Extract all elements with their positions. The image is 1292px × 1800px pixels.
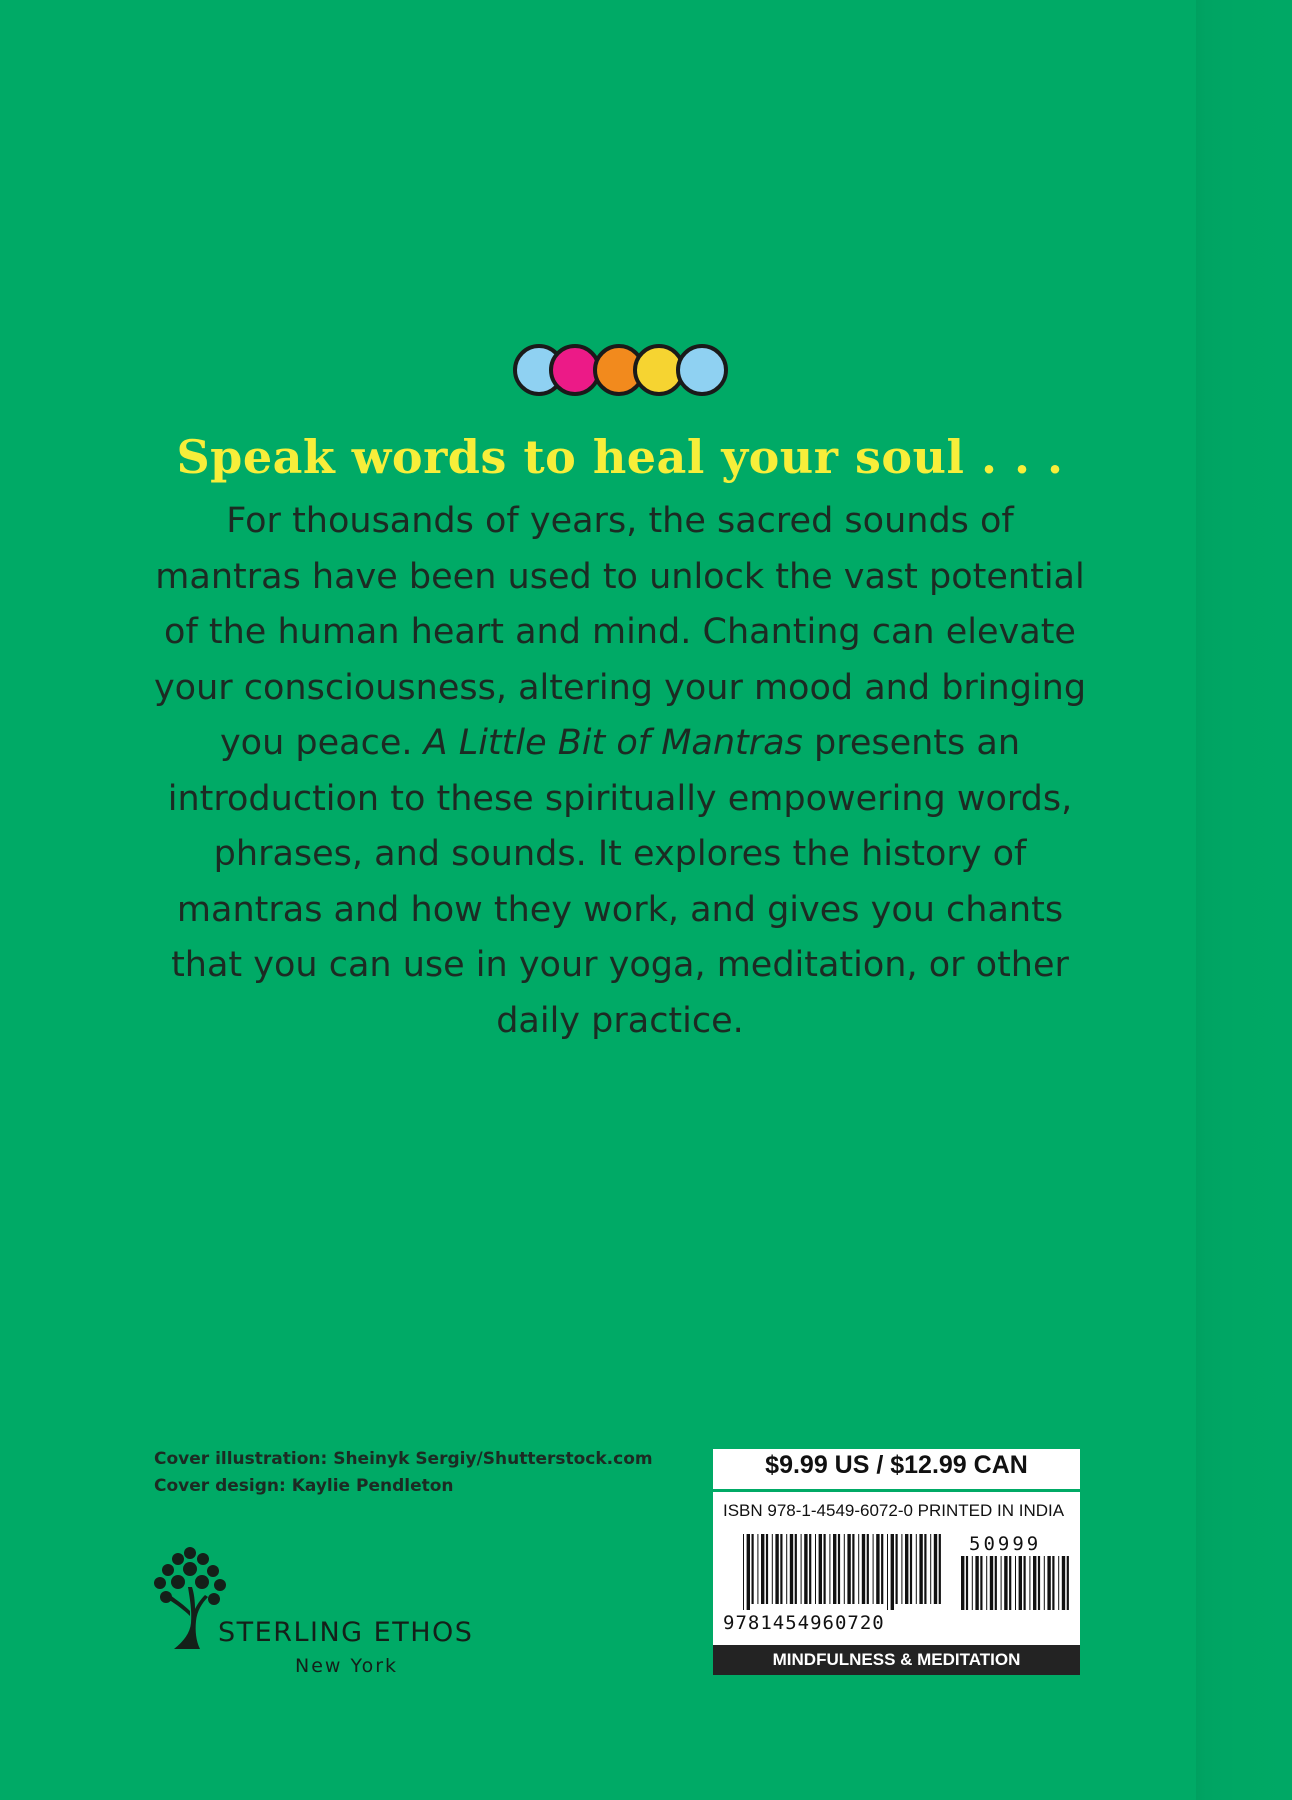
barcode-bar — [867, 1534, 869, 1604]
barcode-bar — [1047, 1556, 1050, 1610]
barcode-bar — [780, 1534, 782, 1604]
barcode-bar — [1058, 1556, 1059, 1610]
barcode-bar — [986, 1556, 987, 1610]
barcode-bar — [972, 1556, 973, 1610]
barcode-bar — [862, 1534, 865, 1604]
barcode-bar — [795, 1534, 797, 1604]
barcode-bar — [881, 1534, 883, 1604]
barcode-bar — [801, 1534, 802, 1604]
barcode-bar — [896, 1534, 898, 1604]
barcode-bar — [844, 1534, 845, 1604]
barcode-bar — [916, 1534, 917, 1604]
barcode-bar — [1024, 1556, 1026, 1610]
barcode-bar — [919, 1534, 922, 1604]
book-description — [150, 494, 1090, 1049]
barcode-bar — [961, 1556, 964, 1610]
barcode-digits: 9781454960720 — [723, 1612, 885, 1634]
barcode-bar — [1052, 1556, 1054, 1610]
publisher-city: New York — [295, 1655, 399, 1677]
illustration-credit: Cover illustration: Sheinyk Sergiy/Shutterstock.com — [154, 1449, 653, 1469]
barcode-bar — [858, 1534, 859, 1604]
barcode-bar — [1067, 1556, 1069, 1610]
barcode-addon-digits: 50999 — [969, 1533, 1042, 1555]
cover-credits — [154, 1446, 653, 1500]
barcode-bar — [1001, 1556, 1002, 1610]
barcode-bar — [809, 1534, 811, 1604]
book-spine — [1196, 0, 1292, 1800]
barcode-bar — [829, 1534, 830, 1604]
barcode-bar — [939, 1534, 941, 1604]
barcode-bar — [1009, 1556, 1011, 1610]
headline: Speak words to heal your soul . . . — [176, 430, 1064, 484]
book-title: A Little Bit of Mantras — [423, 723, 803, 763]
design-credit: Cover design: Kaylie Pendleton — [154, 1476, 454, 1496]
barcode-bar — [990, 1556, 993, 1610]
barcode-bar — [772, 1534, 773, 1604]
barcode-bar — [847, 1534, 850, 1604]
price-label: $9.99 US / $12.99 CAN — [765, 1451, 1028, 1479]
barcode-bar — [901, 1534, 902, 1604]
publisher-logo — [150, 1545, 500, 1675]
barcode-bar — [757, 1534, 758, 1604]
barcode-bar — [910, 1534, 912, 1604]
barcode-bar — [824, 1534, 826, 1604]
barcode-bar — [838, 1534, 840, 1604]
barcode-bar — [786, 1534, 787, 1604]
barcode-bar — [1004, 1556, 1007, 1610]
five-overlapping-circles-icon — [513, 344, 728, 396]
barcode-bar — [873, 1534, 874, 1604]
barcode-bar — [1029, 1556, 1030, 1610]
barcode-bar — [819, 1534, 822, 1604]
publisher-name: STERLING ETHOS — [218, 1617, 474, 1648]
barcode-bar — [1062, 1556, 1065, 1610]
barcode-bar — [934, 1534, 937, 1604]
barcode-bar — [924, 1534, 926, 1604]
category-label: MINDFULNESS & MEDITATION — [713, 1645, 1080, 1675]
barcode-bar — [775, 1534, 778, 1604]
barcode-bar — [995, 1556, 997, 1610]
barcode-bar — [876, 1534, 879, 1604]
circle-blue-right — [676, 344, 728, 396]
barcode-bar — [766, 1534, 768, 1604]
barcode-bar — [1038, 1556, 1040, 1610]
barcode-bar — [804, 1534, 807, 1604]
barcode-bar — [852, 1534, 854, 1604]
description-text-2: presents an introduction to these spiritually empowering words, phrases, and sounds. It explores the history of mantras and how they work, and gives you chants that you can use in your yoga, meditation, or other daily practice. — [167, 723, 1073, 1041]
barcode-bar — [1015, 1556, 1016, 1610]
barcode-bar — [980, 1556, 982, 1610]
description-text-1: For thousands of years, the sacred sounds of mantras have been used to unlock the vast potential of the human heart and mind. Chanting can elevate your consciousness, altering your mood and bringing you peace. — [153, 501, 1087, 763]
barcode-bar — [966, 1556, 968, 1610]
barcode-bar — [833, 1534, 836, 1604]
barcode-bar — [761, 1534, 764, 1604]
barcode-bar — [891, 1534, 894, 1610]
isbn-label: ISBN 978-1-4549-6072-0 PRINTED IN INDIA — [723, 1501, 1065, 1520]
barcode-bar — [747, 1534, 750, 1610]
barcode-bar — [790, 1534, 793, 1604]
barcode-bar — [743, 1534, 744, 1610]
barcode-bar — [815, 1534, 816, 1604]
barcode-bar — [887, 1534, 888, 1610]
panel-divider — [713, 1489, 1080, 1492]
barcode-bar — [1033, 1556, 1036, 1610]
barcode-bar — [752, 1534, 754, 1604]
barcode-panel — [713, 1449, 1080, 1675]
barcode-bar — [905, 1534, 908, 1604]
barcode-bar — [1044, 1556, 1045, 1610]
barcode-bar — [1019, 1556, 1022, 1610]
barcode-bar — [975, 1556, 978, 1610]
barcode-bar — [930, 1534, 931, 1604]
